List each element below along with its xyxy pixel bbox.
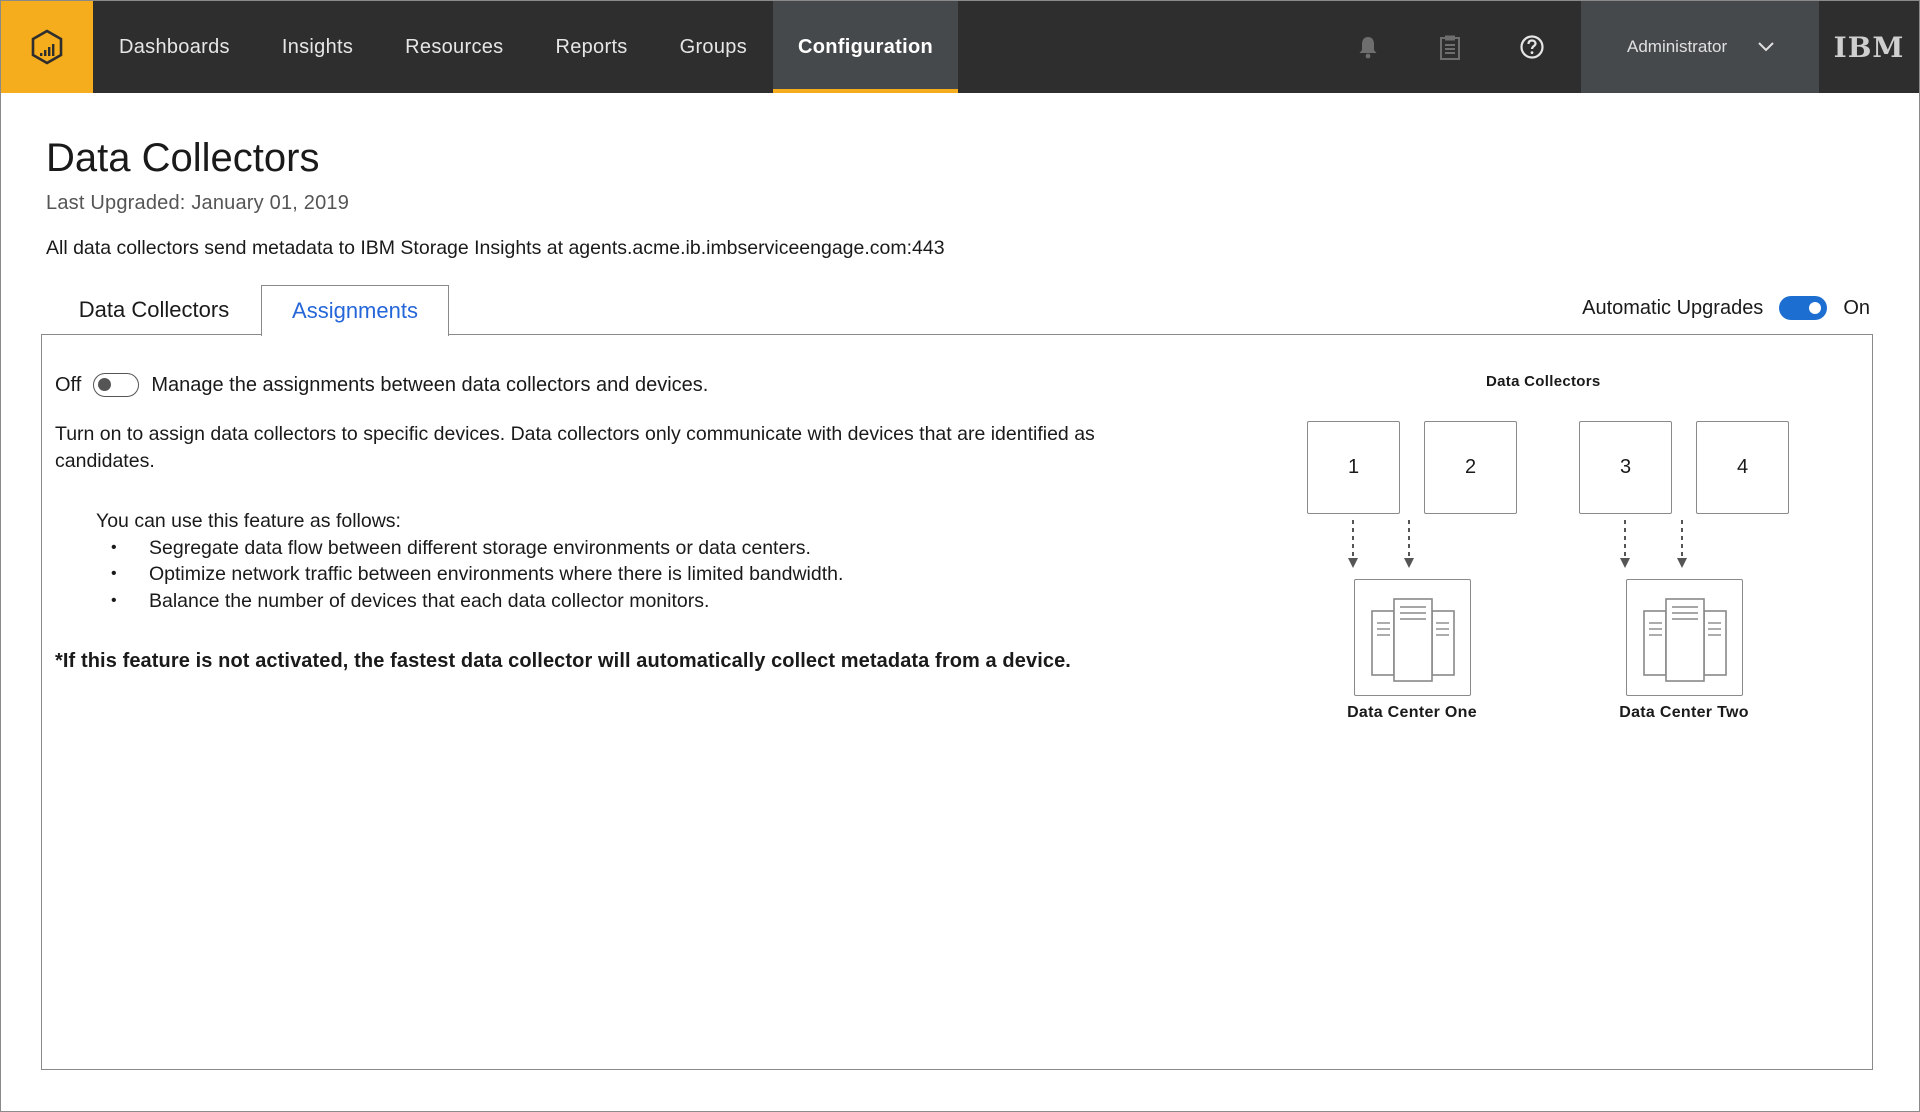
top-nav: [1, 1, 1919, 93]
dashed-arrow-icon: [1619, 520, 1631, 570]
assignments-panel: [41, 334, 1873, 1070]
assignment-toggle[interactable]: [93, 373, 139, 397]
bell-icon: [1357, 35, 1379, 59]
nav-groups[interactable]: Groups: [679, 35, 747, 58]
usage-list: [96, 535, 843, 615]
usage-intro: You can use this feature as follows:: [96, 510, 401, 532]
tasks-button[interactable]: [1409, 1, 1491, 93]
collector-box-1: 1: [1307, 421, 1400, 514]
nav-configuration[interactable]: Configuration: [773, 1, 958, 93]
app-logo[interactable]: [1, 1, 93, 93]
automatic-upgrades: [1582, 296, 1870, 320]
assignment-toggle-state: Off: [55, 373, 82, 396]
help-icon: [1519, 34, 1545, 60]
user-name: Administrator: [1627, 37, 1728, 56]
storage-insights-logo-icon: [27, 27, 67, 67]
collector-box-3: 3: [1579, 421, 1672, 514]
footnote: *If this feature is not activated, the fastest data collector will automatically collect metadata from a device.: [55, 650, 1071, 672]
assignment-diagram: [1262, 335, 1822, 755]
dashed-arrow-icon: [1403, 520, 1415, 570]
collector-box-4: 4: [1696, 421, 1789, 514]
nav-insights[interactable]: Insights: [281, 35, 354, 58]
nav-dashboards[interactable]: Dashboards: [119, 35, 230, 58]
server-rack-icon: [1640, 593, 1730, 683]
data-center-label-two: Data Center Two: [1619, 704, 1749, 721]
nav-resources[interactable]: Resources: [405, 35, 504, 58]
data-center-label-one: Data Center One: [1347, 704, 1477, 721]
assignment-description: Turn on to assign data collectors to specific devices. Data collectors only communicate with devices that are identified as candidates.: [55, 423, 1095, 472]
ibm-logo: IBM: [1833, 30, 1905, 64]
notifications-button[interactable]: [1327, 1, 1409, 93]
server-rack-icon: [1368, 593, 1458, 683]
user-menu[interactable]: [1581, 1, 1819, 93]
list-item: • Balance the number of devices that each data collector monitors.: [96, 588, 843, 615]
dashed-arrow-icon: [1676, 520, 1688, 570]
list-item: • Segregate data flow between different storage environments or data centers.: [96, 535, 843, 562]
automatic-upgrades-state: On: [1843, 296, 1870, 319]
chevron-down-icon: [1757, 41, 1775, 53]
usage-section: [96, 508, 843, 614]
nav-reports[interactable]: Reports: [555, 35, 628, 58]
data-center-box-two: [1626, 579, 1743, 696]
data-center-box-one: [1354, 579, 1471, 696]
primary-nav: [93, 1, 958, 93]
list-item: • Optimize network traffic between environments where there is limited bandwidth.: [96, 561, 843, 588]
assignment-toggle-row: [55, 373, 708, 397]
clipboard-icon: [1439, 34, 1461, 60]
automatic-upgrades-label: Automatic Upgrades: [1582, 296, 1764, 319]
tab-data-collectors[interactable]: Data Collectors: [78, 297, 230, 322]
tab-assignments[interactable]: Assignments: [261, 285, 449, 336]
automatic-upgrades-toggle[interactable]: [1779, 296, 1827, 320]
diagram-title: Data Collectors: [1486, 373, 1601, 390]
metadata-note: All data collectors send metadata to IBM Storage Insights at agents.acme.ib.imbserviceengage.com:443: [46, 237, 945, 259]
collector-box-2: 2: [1424, 421, 1517, 514]
last-upgraded: Last Upgraded: January 01, 2019: [46, 192, 350, 214]
manage-assignments-text: Manage the assignments between data collectors and devices.: [151, 373, 709, 396]
help-button[interactable]: [1491, 1, 1573, 93]
dashed-arrow-icon: [1347, 520, 1359, 570]
page-title: Data Collectors: [46, 136, 320, 180]
